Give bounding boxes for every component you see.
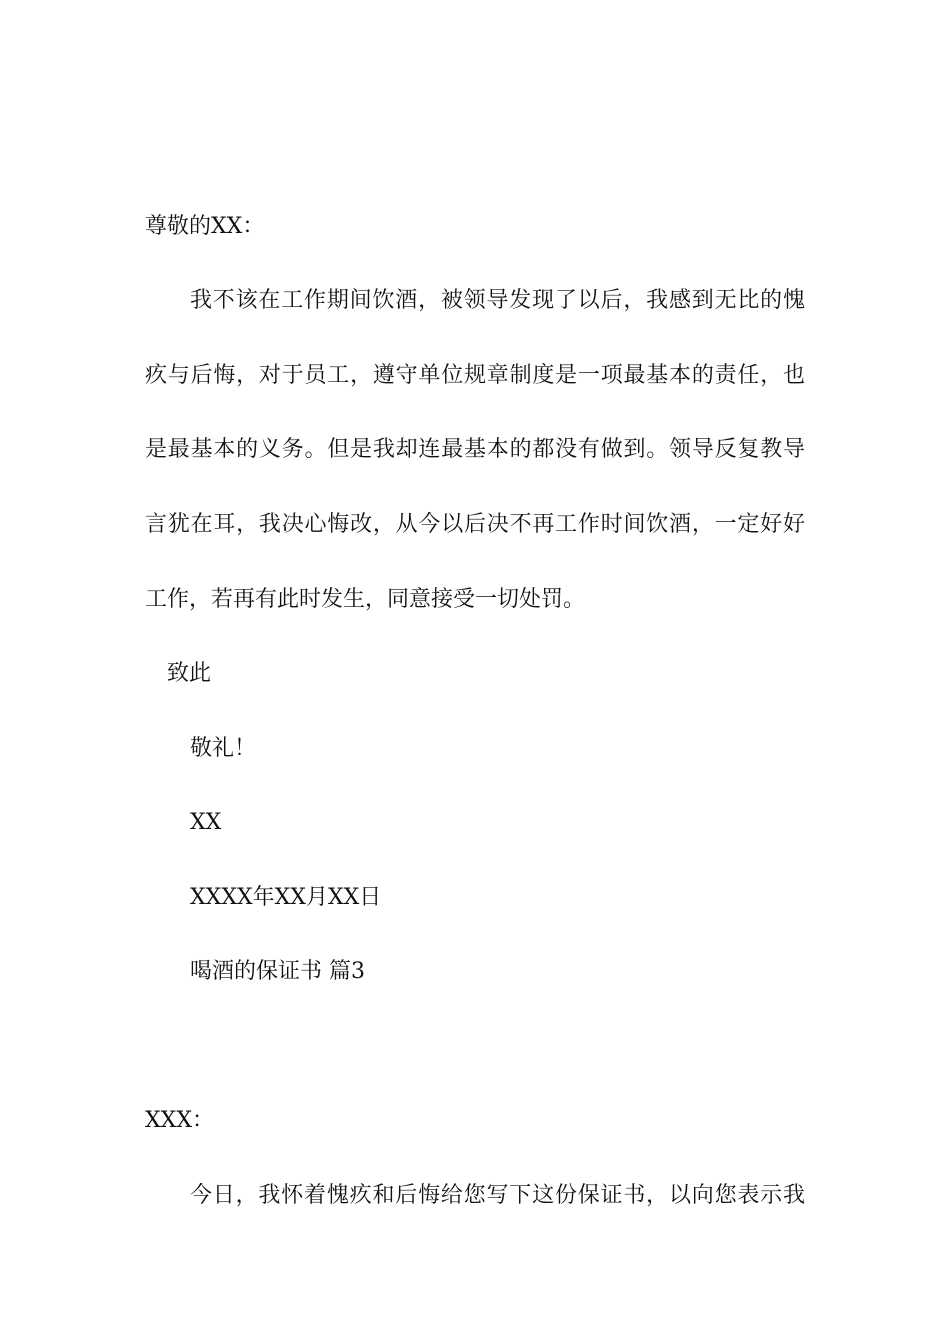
letter1-closing-1: 致此: [167, 661, 212, 686]
letter1-body-line-4: 言犹在耳，我决心悔改，从今以后决不再工作时间饮酒，一定好好: [145, 512, 805, 537]
letter2-salutation: XXX：: [145, 1108, 214, 1133]
letter1-body-line-2: 疚与后悔，对于员工，遵守单位规章制度是一项最基本的责任，也: [145, 363, 805, 388]
letter2-body-line-1: 今日，我怀着愧疚和后悔给您写下这份保证书，以向您表示我: [190, 1183, 805, 1208]
letter1-signature: XX: [190, 810, 222, 835]
letter1-date: XXXX年XX月XX日: [190, 885, 382, 910]
section-heading: 喝酒的保证书 篇3: [190, 959, 365, 984]
letter1-body-line-3: 是最基本的义务。但是我却连最基本的都没有做到。领导反复教导: [145, 437, 805, 462]
letter1-body-line-5: 工作，若再有此时发生，同意接受一切处罚。: [145, 587, 586, 612]
letter1-salutation: 尊敬的XX：: [145, 214, 265, 239]
letter1-body-line-1: 我不该在工作期间饮酒，被领导发现了以后，我感到无比的愧: [190, 288, 805, 313]
letter1-closing-2: 敬礼！: [190, 736, 257, 761]
